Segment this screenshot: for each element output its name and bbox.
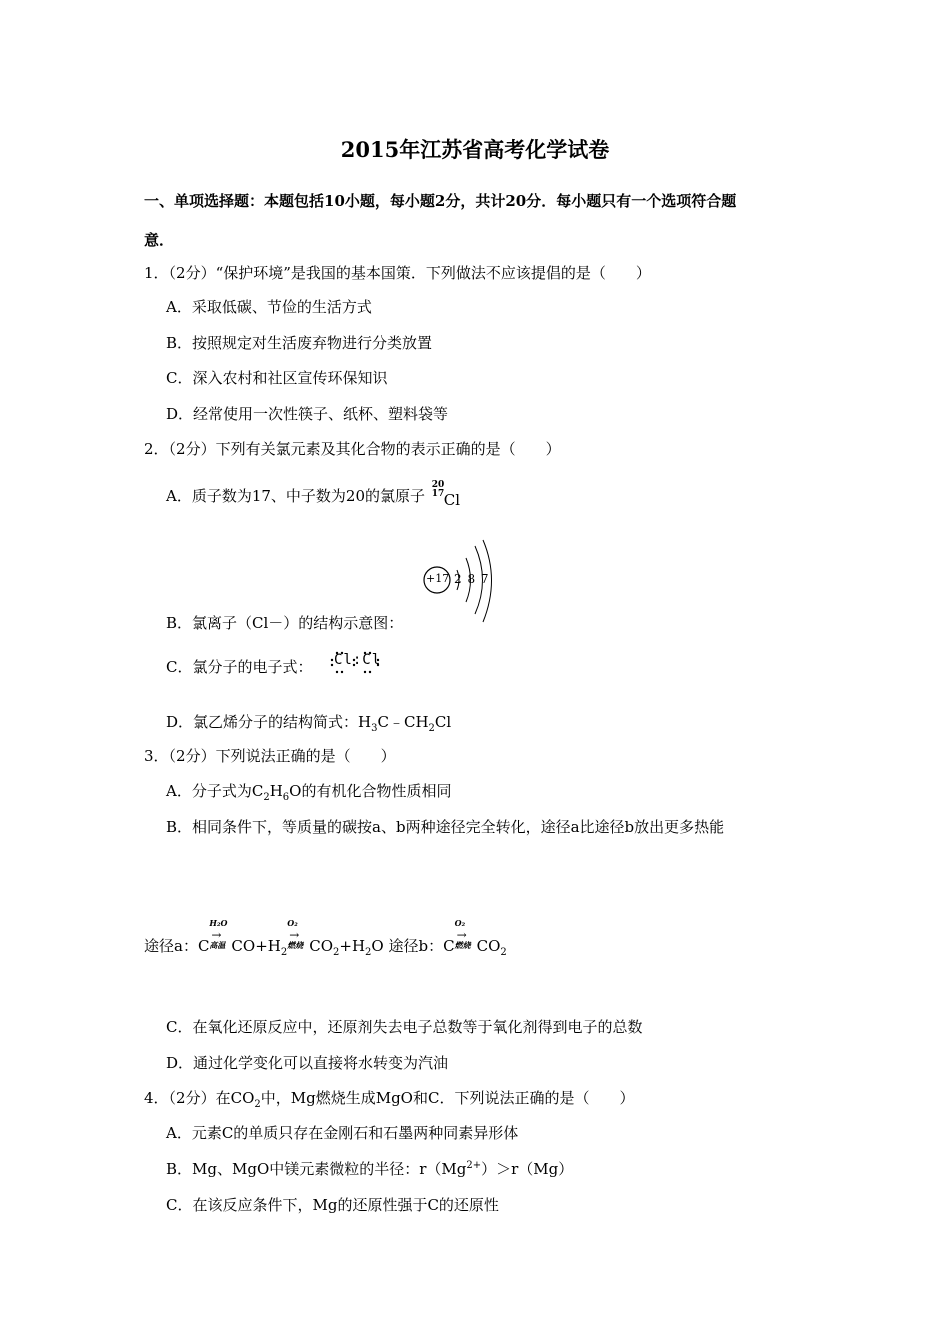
arrow-h2o-high-temp: H₂O → 高温 [209,918,228,950]
q1-option-d: D．经常使用一次性筷子、纸杯、塑料袋等 [166,405,449,423]
q4-stem: 4．（2分）在$CO_2$中，Mg燃烧生成MgO和C．下列说法正确的是（ ） [144,1089,635,1110]
q3-option-c: C．在氧化还原反应中，还原剂失去电子总数等于氧化剂得到电子的总数 [166,1018,643,1036]
q3-option-a: A．分子式为$C_2H_6O$的有机化合物性质相同 [166,782,452,803]
q2-option-c: C．氯分子的电子式： [166,658,313,676]
q2-option-a-text: A．质子数为17、中子数为20的氯原子 [166,487,426,505]
q1-option-c: C．深入农村和社区宣传环保知识 [166,369,388,387]
isotope-symbol: Cl [443,491,461,509]
section-heading-line2: 意． [144,231,175,249]
q3-option-b: B．相同条件下，等质量的碳按a、b两种途径完全转化，途径a比途径b放出更多热能 [166,818,725,836]
q1-stem: 1．（2分）“保护环境”是我国的基本国策．下列做法不应该提倡的是（ ） [144,264,651,282]
q2-stem: 2．（2分）下列有关氯元素及其化合物的表示正确的是（ ） [144,440,561,458]
chlorine-isotope-notation [430,480,461,509]
electron-formula-text: Cl:Cl [334,652,382,668]
q3-reaction-routes: 途径a：C H₂O → 高温 $CO+H_2$ O₂ → 燃烧 $CO_2+H_2O$ 途径b：C O₂ → 燃烧 $CO_2$ [144,918,507,958]
section-heading-line1: 一、单项选择题：本题包括10小题，每小题2分，共计20分．每小题只有一个选项符合题 [144,192,737,210]
q1-option-b: B．按照规定对生活废弃物进行分类放置 [166,334,433,352]
q1-option-a: A．采取低碳、节俭的生活方式 [166,298,372,316]
arrow-o2-burn-b: O₂ → 燃烧 [454,918,471,950]
q4-option-a: A．元素C的单质只存在金刚石和石墨两种同素异形体 [166,1124,519,1142]
isotope-numbers: 20 17 [431,480,445,499]
q3-option-d: D．通过化学变化可以直接将水转变为汽油 [166,1054,449,1072]
q2-option-b: B．氯离子（Cl－）的结构示意图： [166,614,404,632]
q2-option-a [166,480,461,509]
arrow-o2-burn-a: O₂ → 燃烧 [287,918,304,950]
electron-shells: 2 8 7 [454,572,489,586]
q4-option-b: B．Mg、MgO中镁元素微粒的半径：$r(Mg^{2+})>r(Mg)$ [166,1160,574,1178]
nucleus-charge: +17 [426,572,450,585]
q4-option-c: C．在该反应条件下，Mg的还原性强于C的还原性 [166,1196,499,1214]
q2-option-d: D．氯乙烯分子的结构简式：$H_3C﹣CH_2Cl$ [166,713,452,734]
q3-stem: 3．（2分）下列说法正确的是（ ） [144,747,396,765]
chloride-ion-structure-diagram [420,536,500,626]
page-title: 2015年江苏省高考化学试卷 [340,137,610,162]
